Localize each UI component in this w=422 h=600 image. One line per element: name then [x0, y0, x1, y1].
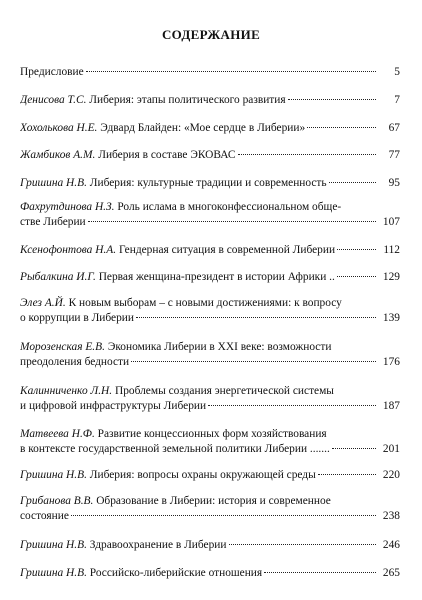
toc-page-number: 139 — [382, 312, 400, 324]
toc-entry-first-line — [20, 296, 400, 311]
toc-page-number: 265 — [382, 567, 400, 579]
dot-leader — [337, 249, 376, 250]
dot-leader — [86, 71, 376, 72]
toc-entry[interactable] — [20, 296, 400, 326]
toc-entry-title: Эдвард Блайден: «Мое сердце в Либерии» — [100, 122, 306, 134]
dot-leader — [337, 276, 376, 277]
toc-entry-author: Калинниченко Л.Н. — [20, 385, 113, 397]
toc-entry-first-line — [20, 340, 400, 355]
toc-entry-title-continued: состояние — [20, 510, 69, 522]
toc-entry-line — [20, 468, 400, 483]
toc-entry-line — [20, 93, 400, 108]
toc-page-number: 238 — [382, 510, 400, 522]
toc-entry-title-continued: преодоления бедности — [20, 356, 130, 368]
toc-entry-author: Ксенофонтова Н.А. — [20, 244, 117, 256]
toc-entry-text — [20, 93, 286, 108]
toc-page-number: 95 — [388, 177, 400, 189]
toc-entry-text — [20, 355, 129, 370]
toc-entry-text — [20, 442, 330, 457]
toc-entry-author: Грибанова В.В. — [20, 495, 94, 507]
toc-entry-line — [20, 399, 400, 414]
toc-entry-title: Либерия: вопросы охраны окружающей среды — [89, 469, 316, 481]
toc-entry-author: Денисова Т.С. — [20, 94, 87, 106]
toc-entry-title-continued: стве Либерии — [20, 216, 86, 228]
toc-entry-text — [20, 566, 262, 581]
toc-page-number: 187 — [382, 400, 400, 412]
toc-entry-title-continued: о коррупции в Либерии — [20, 312, 134, 324]
toc-entry[interactable] — [20, 243, 400, 258]
toc-entry-title: Либерия: этапы политического развития — [89, 94, 286, 106]
toc-entry-text — [20, 270, 335, 285]
toc-entry-line — [20, 270, 400, 285]
toc-entry-author: Жамбиков А.М. — [20, 149, 96, 161]
toc-entry-author: Элез А.Й. — [20, 297, 66, 309]
toc-page-number: 67 — [388, 122, 400, 134]
toc-page-number: 5 — [394, 66, 400, 78]
toc-entry-author: Гришина Н.В. — [20, 567, 87, 579]
toc-entry-title: Первая женщина-президент в истории Африки .. — [98, 271, 335, 283]
toc-entry-title: Гендерная ситуация в современной Либерии — [118, 244, 336, 256]
toc-page-number: 7 — [394, 94, 400, 106]
toc-entry-text — [20, 399, 206, 414]
toc-entry-line — [20, 121, 400, 136]
toc-entry-title: Экономика Либерии в XXI веке: возможности — [107, 341, 332, 353]
toc-entry[interactable] — [20, 538, 400, 553]
toc-entry-author: Гришина Н.В. — [20, 469, 87, 481]
toc-entry-line — [20, 509, 400, 524]
toc-entry-text — [20, 468, 316, 483]
toc-entry-text — [20, 538, 227, 553]
dot-leader — [329, 182, 376, 183]
toc-entry[interactable] — [20, 566, 400, 581]
dot-leader — [131, 361, 376, 362]
toc-entry-author: Гришина Н.В. — [20, 177, 87, 189]
toc-entry-line — [20, 355, 400, 370]
toc-entry-text — [20, 215, 86, 230]
page-title: СОДЕРЖАНИЕ — [161, 27, 261, 42]
toc-entry[interactable] — [20, 468, 400, 483]
toc-entry-text — [20, 121, 305, 136]
toc-entry-text — [20, 243, 335, 258]
toc-entry-line — [20, 538, 400, 553]
dot-leader — [229, 544, 377, 545]
toc-entry[interactable] — [20, 200, 400, 230]
toc-entry-title: Образование в Либерии: история и современное — [96, 495, 331, 507]
toc-entry-title-continued: и цифровой инфраструктуры Либерии — [20, 400, 207, 412]
dot-leader — [88, 221, 376, 222]
toc-entry[interactable] — [20, 494, 400, 524]
toc-entry-title: К новым выборам – с новыми достижениями: к вопросу — [68, 297, 342, 309]
toc-page-number: 176 — [382, 356, 400, 368]
dot-leader — [332, 448, 376, 449]
toc-page-number: 201 — [382, 443, 400, 455]
toc-entry-title: Роль ислама в многоконфессиональном обще- — [117, 201, 342, 213]
dot-leader — [238, 154, 376, 155]
toc-entry-author: Морозенская Е.В. — [20, 341, 105, 353]
toc-entry-text — [20, 176, 327, 191]
dot-leader — [318, 474, 376, 475]
toc-entry[interactable] — [20, 176, 400, 191]
toc-entry-line — [20, 176, 400, 191]
toc-page-number: 112 — [383, 244, 400, 256]
toc-entry-first-line — [20, 384, 400, 399]
toc-entry[interactable] — [20, 427, 400, 457]
toc-entry[interactable] — [20, 340, 400, 370]
toc-entry-line — [20, 311, 400, 326]
toc-entry-title: Развитие концессионных форм хозяйствования — [97, 428, 327, 440]
dot-leader — [307, 127, 376, 128]
toc-entry-title: Российско-либерийские отношения — [89, 567, 263, 579]
toc-entry[interactable] — [20, 65, 400, 80]
toc-page-number: 246 — [382, 539, 400, 551]
toc-entry-line — [20, 243, 400, 258]
toc-page-number: 107 — [382, 216, 400, 228]
toc-entry-first-line — [20, 494, 400, 509]
toc-entry[interactable] — [20, 121, 400, 136]
dot-leader — [136, 317, 376, 318]
toc-entry-text — [20, 148, 236, 163]
toc-entry[interactable] — [20, 270, 400, 285]
toc-page-number: 220 — [382, 469, 400, 481]
toc-entry-author: Матвеева Н.Ф. — [20, 428, 95, 440]
dot-leader — [71, 515, 376, 516]
toc-entry-title: Проблемы создания энергетической системы — [115, 385, 334, 397]
toc-entry-title: Либерия в составе ЭКОВАС — [98, 149, 236, 161]
toc-page-number: 129 — [382, 271, 400, 283]
dot-leader — [264, 572, 376, 573]
toc-entry[interactable] — [20, 148, 400, 163]
toc-entry-title: Либерия: культурные традиции и современность — [89, 177, 327, 189]
toc-entry-title-continued: в контексте государственной земельной политики Либерии ....... — [20, 443, 330, 455]
toc-entry-text — [20, 509, 69, 524]
toc-entry-author: Рыбалкина И.Г. — [20, 271, 96, 283]
toc-entry-line — [20, 65, 400, 80]
toc-entry-line — [20, 566, 400, 581]
toc-entry-author: Хохолькова Н.Е. — [20, 122, 98, 134]
toc-page-number: 77 — [388, 149, 400, 161]
toc-entry-text — [20, 65, 84, 80]
toc-entry[interactable] — [20, 93, 400, 108]
toc-entry-title: Здравоохранение в Либерии — [89, 539, 227, 551]
toc-entry-first-line — [20, 200, 400, 215]
toc-entry-author: Гришина Н.В. — [20, 539, 87, 551]
toc-entry-title: Предисловие — [20, 66, 84, 78]
toc-entry-first-line — [20, 427, 400, 442]
dot-leader — [208, 405, 376, 406]
dot-leader — [288, 99, 376, 100]
toc-entry-line — [20, 215, 400, 230]
toc-entry-line — [20, 442, 400, 457]
toc-entry[interactable] — [20, 384, 400, 414]
toc-entry-author: Фахрутдинова Н.З. — [20, 201, 115, 213]
toc-entry-text — [20, 311, 134, 326]
toc-entry-line — [20, 148, 400, 163]
